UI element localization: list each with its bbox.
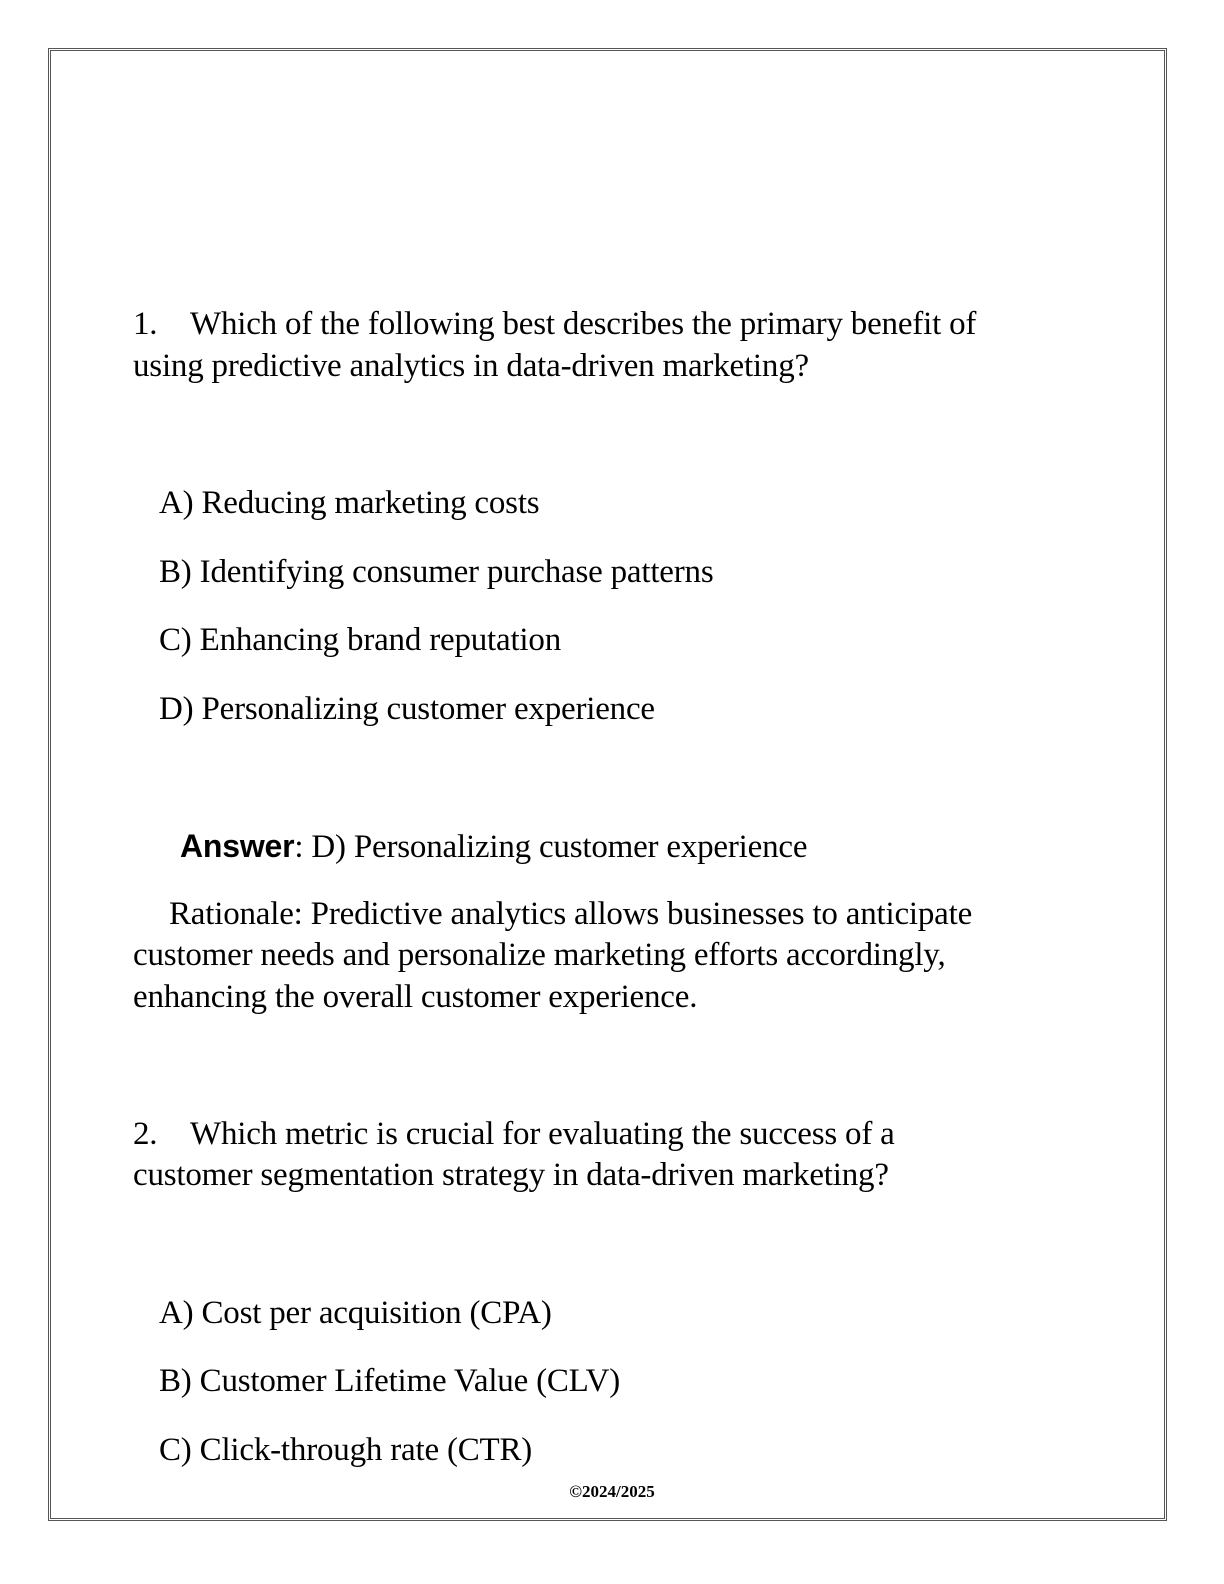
question-1-answer [180, 826, 807, 868]
question-2-option-b: B) Customer Lifetime Value (CLV) [159, 1363, 621, 1399]
answer-value: : D) Personalizing customer experience [294, 829, 808, 865]
question-1-option-c: C) Enhancing brand reputation [159, 622, 561, 658]
question-1-option-a: A) Reducing marketing costs [159, 485, 540, 521]
question-2-text: Which metric is crucial for evaluating the success of a [190, 1116, 895, 1152]
question-1-text: Which of the following best describes the primary benefit of [190, 306, 977, 342]
rationale-line-2: customer needs and personalize marketing efforts accordingly, [133, 937, 946, 973]
question-1-option-b: B) Identifying consumer purchase patterns [159, 554, 714, 590]
question-2-option-a: A) Cost per acquisition (CPA) [159, 1295, 552, 1331]
question-1-line-2: using predictive analytics in data-driven marketing? [133, 348, 809, 384]
question-2-line-2: customer segmentation strategy in data-driven marketing? [133, 1157, 889, 1193]
question-1-number: 1. [133, 306, 158, 342]
rationale-line-3: enhancing the overall customer experience. [133, 979, 698, 1015]
copyright-footer: ©2024/2025 [569, 1482, 655, 1501]
question-1-line-1 [133, 304, 976, 345]
question-2-option-c: C) Click-through rate (CTR) [159, 1432, 533, 1468]
answer-label: Answer [180, 828, 295, 864]
question-1-option-d: D) Personalizing customer experience [159, 691, 655, 727]
question-2-number: 2. [133, 1116, 158, 1152]
rationale-line-1: Rationale: Predictive analytics allows businesses to anticipate [169, 896, 973, 932]
question-2-line-1 [133, 1114, 895, 1155]
